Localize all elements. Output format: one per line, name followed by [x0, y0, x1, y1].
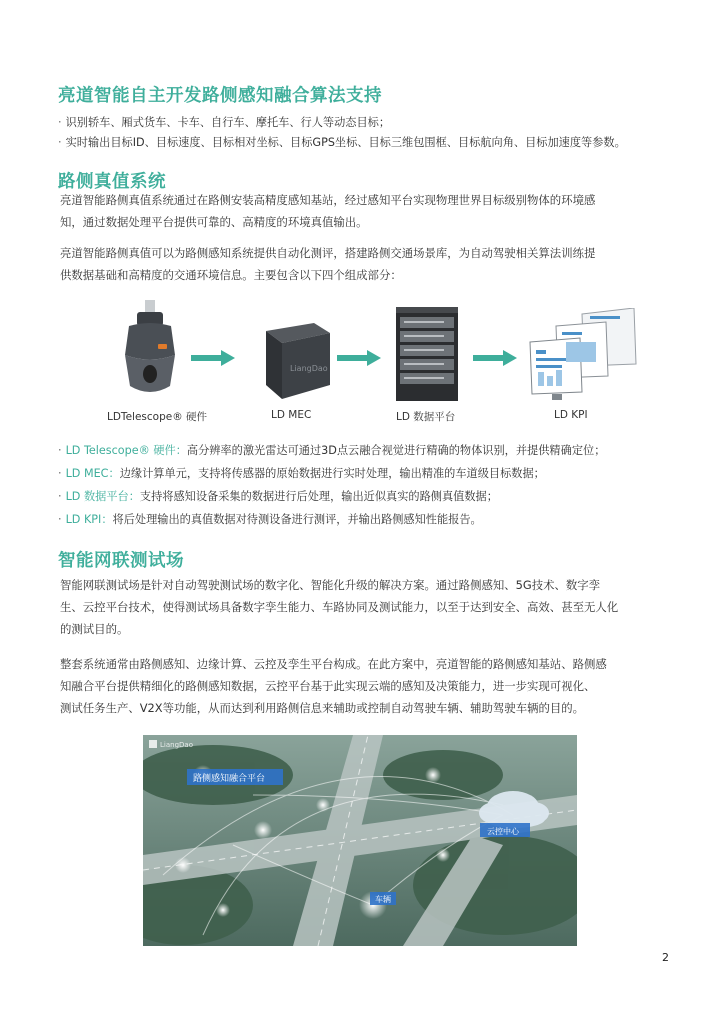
para-line: 亮道智能路侧真值可以为路侧感知系统提供自动化测评，搭建路侧交通场景库，为自动驾驶相关算法训练提	[60, 246, 596, 260]
component-name: LD MEC：	[65, 467, 120, 480]
paragraph-ground-truth-2	[60, 242, 662, 286]
label-telescope	[107, 409, 207, 424]
component-name: LD 数据平台：	[65, 490, 140, 503]
paragraph-test-field-1	[60, 574, 662, 640]
label-kpi: LD KPI	[554, 409, 588, 421]
mec-box-image	[258, 315, 334, 401]
bullet-text: 实时输出目标ID、目标速度、目标相对坐标、目标GPS坐标、目标三维包围框、目标航向角、目标加速度等参数。	[65, 136, 626, 149]
label-text: LDTelescope	[107, 411, 173, 423]
label-text: ® 硬件	[172, 411, 208, 423]
telescope-sensor-image	[115, 300, 185, 405]
component-item: · LD Telescope® 硬件：高分辨率的激光雷达可通过3D点云融合视觉进行精确的物体识别，并提供精确定位；	[58, 444, 606, 457]
section-heading-test-field: 智能网联测试场	[58, 551, 184, 571]
bullet-item: · 识别轿车、厢式货车、卡车、自行车、摩托车、行人等动态目标；	[58, 116, 391, 129]
smart-test-field-scene	[143, 735, 577, 946]
para-line: 亮道智能路侧真值系统通过在路侧安装高精度感知基站，经过感知平台实现物理世界目标级别物体的环境感	[60, 193, 596, 207]
scene-graphic	[143, 735, 577, 946]
para-line: 生、云控平台技术，使得测试场具备数字孪生能力、车路协同及测试能力，以至于达到安全、高效、甚至无人化	[60, 600, 619, 614]
component-desc: 支持将感知设备采集的数据进行后处理，输出近似真实的路侧真值数据；	[139, 490, 498, 503]
section-heading-ground-truth: 路侧真值系统	[58, 172, 166, 192]
arrow-right-icon	[473, 350, 517, 366]
para-line: 知融合平台提供精细化的路侧感知数据，云控平台基于此实现云端的感知及决策能力，进一步实现可视化、	[60, 679, 596, 693]
para-line: 测试任务生产、V2X等功能，从而达到利用路侧信息来辅助或控制自动驾驶车辆、辅助驾驶车辆的目的。	[60, 701, 585, 715]
paragraph-ground-truth-1	[60, 189, 662, 233]
arrow-right-icon	[191, 350, 235, 366]
para-line: 供数据基础和高精度的交通环境信息。主要包含以下四个组成部分：	[60, 268, 402, 282]
vehicle-label: 车辆	[375, 895, 391, 904]
page-number: 2	[662, 951, 669, 964]
bullet-item: · 实时输出目标ID、目标速度、目标相对坐标、目标GPS坐标、目标三维包围框、目标航向角、目标加速度等参数。	[58, 136, 626, 149]
component-desc: 将后处理输出的真值数据对待测设备进行测评，并输出路侧感知性能报告。	[112, 513, 482, 526]
cloud-control-label: 云控中心	[487, 827, 519, 836]
section-heading-algorithm: 亮道智能自主开发路侧感知融合算法支持	[58, 86, 382, 106]
component-item: · LD KPI：将后处理输出的真值数据对待测设备进行测评，并输出路侧感知性能报告。	[58, 513, 482, 526]
server-rack-image	[392, 303, 462, 403]
component-name: LD KPI：	[65, 513, 113, 526]
para-line: 智能网联测试场是针对自动驾驶测试场的数字化、智能化升级的解决方案。通过路侧感知、5G技术、数字孪	[60, 578, 601, 592]
para-line: 的测试目的。	[60, 622, 129, 636]
mec-logo-text: LiangDao	[290, 364, 328, 373]
arrow-right-icon	[337, 350, 381, 366]
component-item: · LD MEC：边缘计算单元，支持将传感器的原始数据进行实时处理，输出精准的车道级目标数据；	[58, 467, 545, 480]
scene-logo-text: LiangDao	[160, 741, 193, 749]
component-desc: 高分辨率的激光雷达可通过3D点云融合视觉进行精确的物体识别，并提供精确定位；	[186, 444, 606, 457]
component-item: · LD 数据平台：支持将感知设备采集的数据进行后处理，输出近似真实的路侧真值数据；	[58, 490, 498, 503]
component-desc: 边缘计算单元，支持将传感器的原始数据进行实时处理，输出精准的车道级目标数据；	[119, 467, 545, 480]
para-line: 整套系统通常由路侧感知、边缘计算、云控及孪生平台构成。在此方案中，亮道智能的路侧感知基站、路侧感	[60, 657, 607, 671]
component-name: LD Telescope® 硬件：	[65, 444, 187, 457]
para-line: 知，通过数据处理平台提供可靠的、高精度的环境真值输出。	[60, 215, 368, 229]
label-data-platform: LD 数据平台	[396, 411, 456, 423]
bullet-text: 识别轿车、厢式货车、卡车、自行车、摩托车、行人等动态目标；	[65, 116, 391, 129]
fusion-platform-label: 路侧感知融合平台	[193, 774, 266, 784]
label-mec: LD MEC	[271, 409, 312, 421]
logo-icon	[149, 740, 157, 748]
kpi-dashboard-image	[522, 308, 640, 402]
paragraph-test-field-2	[60, 653, 662, 719]
